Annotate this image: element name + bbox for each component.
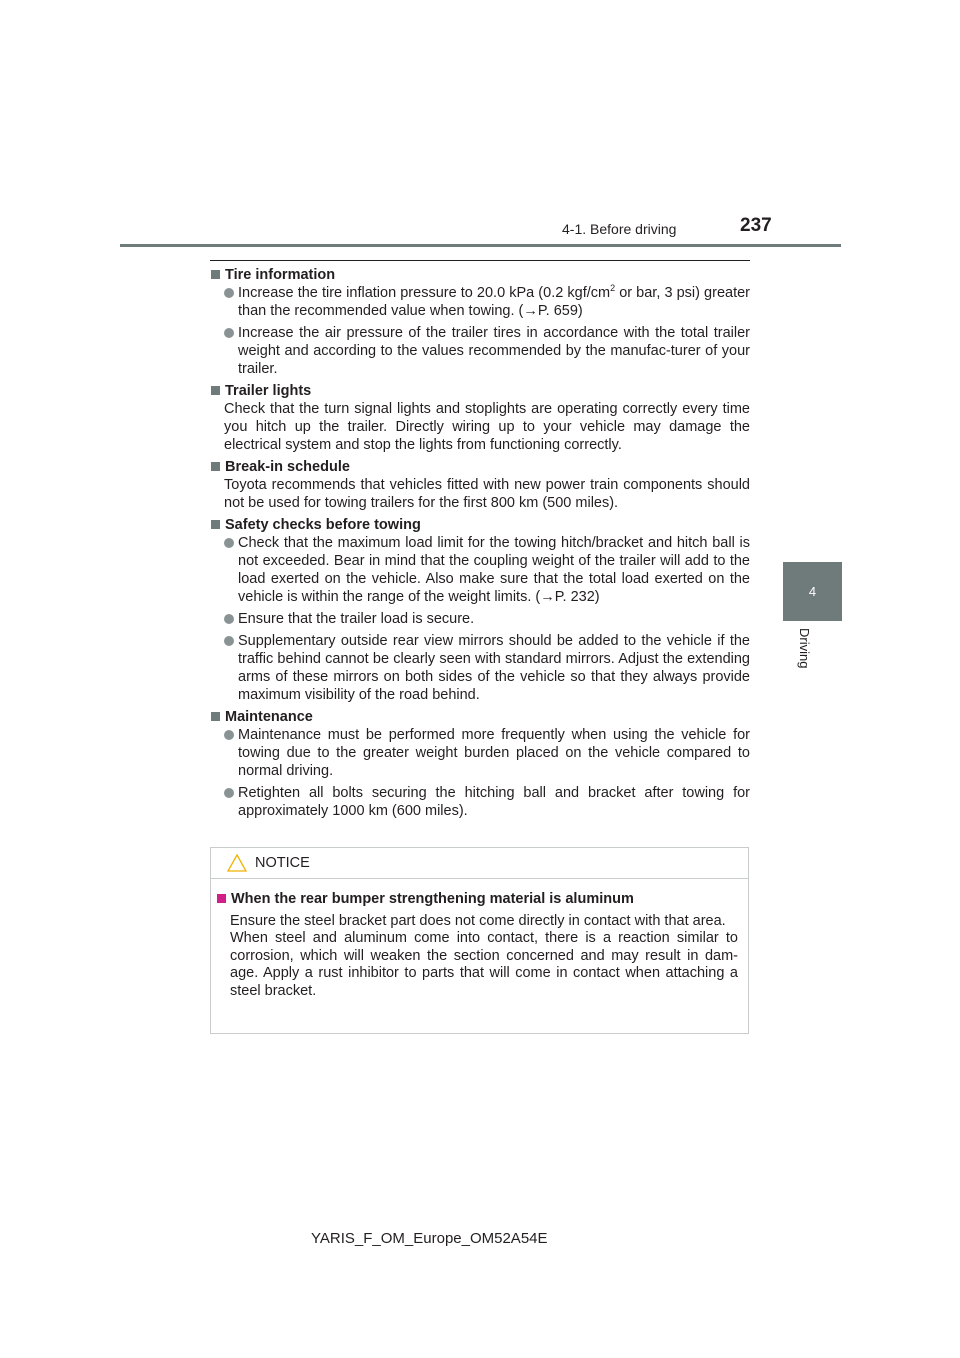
warning-triangle-icon — [227, 854, 247, 872]
bullet-text: Supplementary outside rear view mirrors should be added to the vehicle if the traffic behind cannot be clearly seen with standard mirrors. Adjust the extending arms of these mirrors on both sides of the vehicle so that they always provide maximum visibility of the road behind. — [238, 633, 750, 703]
notice-title: When the rear bumper strengthening material is aluminum — [231, 891, 634, 907]
header-section-title: 4-1. Before driving — [562, 221, 677, 237]
section-title: Safety checks before towing — [225, 517, 421, 533]
section-trailer-lights — [211, 382, 750, 454]
section-break-in-schedule — [211, 458, 750, 512]
bullet-icon — [224, 614, 234, 624]
notice-header — [211, 848, 748, 879]
notice-marker-icon — [217, 894, 226, 903]
notice-box — [210, 847, 749, 1034]
section-marker-icon — [211, 520, 220, 529]
bullet-icon — [224, 288, 234, 298]
document-id: YARIS_F_OM_Europe_OM52A54E — [311, 1230, 548, 1247]
list-item — [224, 324, 750, 378]
notice-paragraph: Ensure the steel bracket part does not come directly in contact with that area. — [230, 912, 726, 929]
bullet-icon — [224, 636, 234, 646]
header-rule — [120, 244, 841, 247]
text-run: Increase the tire inflation pressure to 20.0 kPa (0.2 kgf/cm — [238, 285, 611, 301]
section-text: Check that the turn signal lights and stoplights are operating correctly every time you hitch up the trailer. Directly wiring up to your vehicle may damage the electrical system and stop the lights from functioning correctly. — [224, 401, 750, 453]
arrow-icon: → — [540, 589, 555, 605]
list-item — [224, 610, 750, 628]
section-title: Break-in schedule — [225, 459, 350, 475]
bullet-text: Retighten all bolts securing the hitching ball and bracket after towing for approximately 1000 km (600 miles). — [238, 785, 750, 819]
section-text: Toyota recommends that vehicles fitted with new power train components should not be used for towing trailers for the first 800 km (500 miles). — [224, 477, 750, 511]
text-run: Check that the maximum load limit for the towing hitch/bracket and hitch ball is not exceeded. Bear in mind that the coupling weight of the trailer will add to the load exerted on the vehicle. Also make sure that the total load exerted on the vehicle is within the range of the weight limits. ( — [238, 535, 750, 605]
content-top-rule — [210, 260, 750, 261]
superscript: 2 — [610, 283, 616, 294]
section-marker-icon — [211, 270, 220, 279]
bullet-icon — [224, 730, 234, 740]
section-marker-icon — [211, 462, 220, 471]
section-title: Maintenance — [225, 709, 313, 725]
list-item — [224, 632, 750, 704]
section-maintenance — [211, 708, 750, 820]
bullet-icon — [224, 538, 234, 548]
section-title: Trailer lights — [225, 383, 312, 399]
bullet-text: Maintenance must be performed more frequently when using the vehicle for towing due to the greater weight burden placed on the vehicle compared to normal driving. — [238, 727, 750, 779]
text-run: or bar, 3 psi) greater than the recommended value when towing. ( — [238, 285, 750, 319]
list-item — [224, 534, 750, 606]
notice-body — [211, 879, 748, 1000]
bullet-text — [238, 284, 750, 320]
bullet-text: Increase the air pressure of the trailer tires in accordance with the total trailer weight and according to the values recommended by the manufac-turer of your trailer. — [238, 325, 750, 377]
bullet-text: Ensure that the trailer load is secure. — [238, 611, 475, 627]
bullet-icon — [224, 328, 234, 338]
bullet-icon — [224, 788, 234, 798]
main-content — [211, 266, 750, 824]
chapter-tab[interactable]: 4 — [783, 562, 842, 621]
section-marker-icon — [211, 386, 220, 395]
notice-label: NOTICE — [255, 855, 310, 871]
list-item — [224, 284, 750, 320]
section-tire-information — [211, 266, 750, 378]
page-number: 237 — [740, 215, 772, 236]
section-safety-checks — [211, 516, 750, 704]
notice-paragraph: When steel and aluminum come into contact, there is a reaction similar to corrosion, which will weaken the section concerned and may result in dam-age. Apply a rust inhibitor to parts that will come in contact when attaching a steel bracket. — [230, 930, 738, 999]
bullet-text — [238, 534, 750, 606]
list-item — [224, 784, 750, 820]
page-reference-link[interactable]: P. 232) — [554, 589, 600, 605]
chapter-tab-label: Driving — [797, 628, 812, 669]
list-item — [224, 726, 750, 780]
arrow-icon: → — [523, 303, 538, 319]
page-reference-link[interactable]: P. 659) — [537, 303, 583, 319]
section-title: Tire information — [225, 267, 336, 283]
section-marker-icon — [211, 712, 220, 721]
